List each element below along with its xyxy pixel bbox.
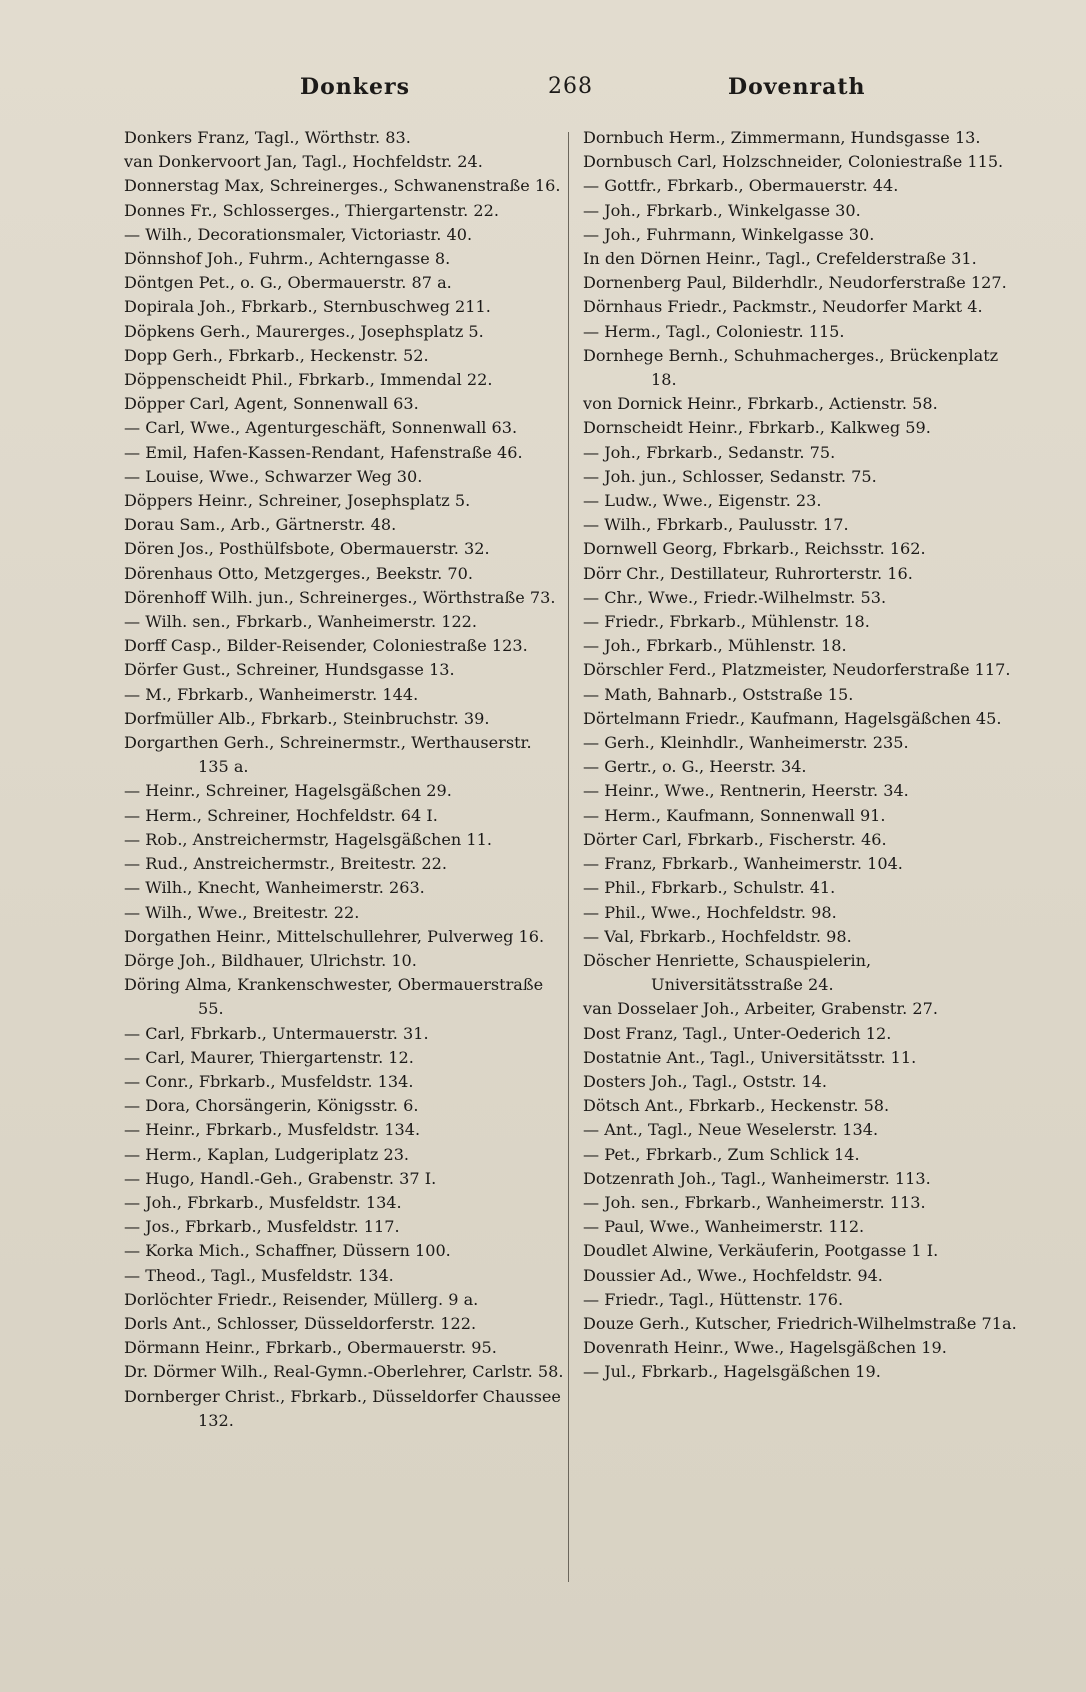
directory-entry: — Louise, Wwe., Schwarzer Weg 30. — [124, 466, 423, 486]
directory-entry: — Rob., Anstreichermstr, Hagelsgäßchen 11. — [124, 829, 492, 849]
directory-entry: — Wilh., Knecht, Wanheimerstr. 263. — [124, 878, 425, 898]
directory-entry: Döntgen Pet., o. G., Obermauerstr. 87 a. — [124, 273, 452, 293]
directory-entry: Dotzenrath Joh., Tagl., Wanheimerstr. 113. — [583, 1168, 931, 1188]
directory-entry: — Wilh., Decorationsmaler, Victoriastr. 40. — [124, 224, 473, 244]
directory-entry: — Gottfr., Fbrkarb., Obermauerstr. 44. — [583, 176, 899, 196]
directory-entry: Dornwell Georg, Fbrkarb., Reichsstr. 162. — [583, 539, 926, 559]
directory-entry: Dorlöchter Friedr., Reisender, Müllerg. 9 a. — [124, 1289, 479, 1309]
directory-entry: Döpkens Gerh., Maurerges., Josephsplatz 5. — [124, 321, 484, 341]
directory-entry: Dötsch Ant., Fbrkarb., Heckenstr. 58. — [583, 1096, 890, 1116]
directory-entry: — Heinr., Fbrkarb., Musfeldstr. 134. — [124, 1120, 421, 1140]
directory-entry: In den Dörnen Heinr., Tagl., Crefelderstraße 31. — [583, 249, 977, 269]
directory-entry: — Ludw., Wwe., Eigenstr. 23. — [583, 491, 822, 511]
directory-entry: Doussier Ad., Wwe., Hochfeldstr. 94. — [583, 1265, 883, 1285]
page-number: 268 — [548, 74, 593, 99]
directory-entry: — Gerh., Kleinhdlr., Wanheimerstr. 235. — [583, 733, 909, 753]
directory-entry: — Jul., Fbrkarb., Hagelsgäßchen 19. — [583, 1362, 881, 1382]
directory-entry: — Math, Bahnarb., Oststraße 15. — [583, 684, 854, 704]
directory-entry: — Wilh., Fbrkarb., Paulusstr. 17. — [583, 515, 849, 535]
directory-entry: — Phil., Fbrkarb., Schulstr. 41. — [583, 878, 836, 898]
directory-entry: Dörr Chr., Destillateur, Ruhrorterstr. 16. — [583, 563, 913, 583]
directory-entry: — Joh., Fbrkarb., Musfeldstr. 134. — [124, 1192, 402, 1212]
directory-entry: Dornhege Bernh., Schuhmacherges., Brückenplatz 18. — [583, 345, 999, 390]
directory-entry: — Joh. sen., Fbrkarb., Wanheimerstr. 113. — [583, 1192, 926, 1212]
directory-entry: Dörge Joh., Bildhauer, Ulrichstr. 10. — [124, 950, 417, 970]
header-left-keyword: Donkers — [300, 74, 410, 100]
directory-entry: Döppenscheidt Phil., Fbrkarb., Immendal 22. — [124, 370, 493, 390]
directory-entry: Dörenhoff Wilh. jun., Schreinerges., Wörthstraße 73. — [124, 587, 556, 607]
directory-entry: — Emil, Hafen-Kassen-Rendant, Hafenstraße 46. — [124, 442, 523, 462]
directory-entry: Dornbusch Carl, Holzschneider, Coloniestraße 115. — [583, 152, 1004, 172]
directory-entry: — Conr., Fbrkarb., Musfeldstr. 134. — [124, 1071, 414, 1091]
directory-entry: — Theod., Tagl., Musfeldstr. 134. — [124, 1265, 394, 1285]
directory-entry: — Friedr., Tagl., Hüttenstr. 176. — [583, 1289, 844, 1309]
directory-entry: Dopp Gerh., Fbrkarb., Heckenstr. 52. — [124, 345, 429, 365]
directory-entry: Dornbuch Herm., Zimmermann, Hundsgasse 13. — [583, 128, 981, 147]
directory-entry: Dopirala Joh., Fbrkarb., Sternbuschweg 211. — [124, 297, 491, 317]
left-column — [124, 126, 564, 1433]
directory-entry: Dr. Dörmer Wilh., Real-Gymn.-Oberlehrer, Carlstr. 58. — [124, 1362, 564, 1382]
directory-entry: Dörschler Ferd., Platzmeister, Neudorferstraße 117. — [583, 660, 1011, 680]
directory-entry: Döpper Carl, Agent, Sonnenwall 63. — [124, 394, 419, 414]
directory-entry: Döscher Henriette, Schauspielerin, Universitätsstraße 24. — [583, 950, 872, 995]
directory-entry: van Dosselaer Joh., Arbeiter, Grabenstr. 27. — [583, 999, 938, 1019]
directory-entry: Dornscheidt Heinr., Fbrkarb., Kalkweg 59. — [583, 418, 931, 438]
directory-entry: Dörfer Gust., Schreiner, Hundsgasse 13. — [124, 660, 455, 680]
page-header — [0, 74, 1086, 114]
directory-entry: — Franz, Fbrkarb., Wanheimerstr. 104. — [583, 854, 903, 874]
directory-entry: — Phil., Wwe., Hochfeldstr. 98. — [583, 902, 837, 922]
directory-entry: — Herm., Kaufmann, Sonnenwall 91. — [583, 805, 886, 825]
directory-entry: — Jos., Fbrkarb., Musfeldstr. 117. — [124, 1217, 400, 1237]
directory-entry: — Carl, Wwe., Agenturgeschäft, Sonnenwall 63. — [124, 418, 518, 438]
directory-entry: Donnes Fr., Schlosserges., Thiergartenstr. 22. — [124, 200, 499, 220]
directory-entry: — Joh., Fuhrmann, Winkelgasse 30. — [583, 224, 875, 244]
directory-entry: Douze Gerh., Kutscher, Friedrich-Wilhelmstraße 71a. — [583, 1313, 1017, 1333]
directory-entry: — Joh. jun., Schlosser, Sedanstr. 75. — [583, 466, 877, 486]
directory-entry: Dorau Sam., Arb., Gärtnerstr. 48. — [124, 515, 397, 535]
directory-entry: — Paul, Wwe., Wanheimerstr. 112. — [583, 1217, 865, 1237]
directory-entry: — Wilh. sen., Fbrkarb., Wanheimerstr. 122. — [124, 612, 478, 632]
directory-entry: Döppers Heinr., Schreiner, Josephsplatz 5. — [124, 491, 471, 511]
directory-entry: — Herm., Tagl., Coloniestr. 115. — [583, 321, 845, 341]
directory-entry: — Chr., Wwe., Friedr.-Wilhelmstr. 53. — [583, 587, 887, 607]
directory-entry: — Carl, Maurer, Thiergartenstr. 12. — [124, 1047, 414, 1067]
directory-entry: Döring Alma, Krankenschwester, Obermauerstraße 55. — [124, 975, 544, 1019]
directory-entry: Dörtelmann Friedr., Kaufmann, Hagelsgäßchen 45. — [583, 708, 1002, 728]
directory-entry: Dorff Casp., Bilder-Reisender, Coloniestraße 123. — [124, 636, 528, 656]
directory-entry: Dörnhaus Friedr., Packmstr., Neudorfer Markt 4. — [583, 297, 983, 317]
directory-entry: — Herm., Schreiner, Hochfeldstr. 64 I. — [124, 805, 438, 825]
directory-entry: — Gertr., o. G., Heerstr. 34. — [583, 757, 807, 777]
directory-entry: — Dora, Chorsängerin, Königsstr. 6. — [124, 1096, 419, 1116]
directory-entry: Doudlet Alwine, Verkäuferin, Pootgasse 1 I. — [583, 1241, 939, 1261]
directory-entry: Dost Franz, Tagl., Unter-Oederich 12. — [583, 1023, 892, 1043]
directory-entry: — M., Fbrkarb., Wanheimerstr. 144. — [124, 684, 419, 704]
directory-entry: — Heinr., Wwe., Rentnerin, Heerstr. 34. — [583, 781, 909, 801]
directory-entry: Dörter Carl, Fbrkarb., Fischerstr. 46. — [583, 829, 887, 849]
directory-entry: — Val, Fbrkarb., Hochfeldstr. 98. — [583, 926, 852, 946]
directory-entry: von Dornick Heinr., Fbrkarb., Actienstr. 58. — [583, 394, 938, 414]
directory-entry: — Hugo, Handl.-Geh., Grabenstr. 37 I. — [124, 1168, 437, 1188]
directory-entry: Donnerstag Max, Schreinerges., Schwanenstraße 16. — [124, 176, 561, 196]
directory-entry: — Heinr., Schreiner, Hagelsgäßchen 29. — [124, 781, 452, 801]
directory-entry: Donkers Franz, Tagl., Wörthstr. 83. — [124, 128, 411, 147]
directory-entry: Dostatnie Ant., Tagl., Universitätsstr. 11. — [583, 1047, 917, 1067]
directory-entry: — Herm., Kaplan, Ludgeriplatz 23. — [124, 1144, 410, 1164]
right-column — [583, 126, 1023, 1385]
directory-entry: Dorls Ant., Schlosser, Düsseldorferstr. 122. — [124, 1313, 477, 1333]
header-right-keyword: Dovenrath — [728, 74, 866, 100]
directory-entry: — Ant., Tagl., Neue Weselerstr. 134. — [583, 1120, 879, 1140]
directory-entry: — Wilh., Wwe., Breitestr. 22. — [124, 902, 360, 922]
directory-entry: — Rud., Anstreichermstr., Breitestr. 22. — [124, 854, 447, 874]
directory-entry: Dönnshof Joh., Fuhrm., Achterngasse 8. — [124, 249, 451, 269]
directory-entry: Dörenhaus Otto, Metzgerges., Beekstr. 70. — [124, 563, 473, 583]
directory-entry: — Korka Mich., Schaffner, Düssern 100. — [124, 1241, 451, 1261]
directory-entry: — Joh., Fbrkarb., Mühlenstr. 18. — [583, 636, 847, 656]
directory-entry: Dornenberg Paul, Bilderhdlr., Neudorferstraße 127. — [583, 273, 1007, 293]
column-divider — [568, 132, 569, 1582]
directory-entry: Dorfmüller Alb., Fbrkarb., Steinbruchstr. 39. — [124, 708, 490, 728]
directory-entry: Dören Jos., Posthülfsbote, Obermauerstr. 32. — [124, 539, 490, 559]
directory-entry: Dorgarthen Gerh., Schreinermstr., Werthauserstr. 135 a. — [124, 733, 532, 777]
directory-entry: — Joh., Fbrkarb., Sedanstr. 75. — [583, 442, 836, 462]
directory-entry: — Carl, Fbrkarb., Untermauerstr. 31. — [124, 1023, 429, 1043]
directory-entry: Dornberger Christ., Fbrkarb., Düsseldorfer Chaussee 132. — [124, 1386, 561, 1430]
directory-entry: — Friedr., Fbrkarb., Mühlenstr. 18. — [583, 612, 870, 632]
directory-entry: — Pet., Fbrkarb., Zum Schlick 14. — [583, 1144, 860, 1164]
directory-entry: Dörmann Heinr., Fbrkarb., Obermauerstr. 95. — [124, 1338, 497, 1358]
directory-entry: Dorgathen Heinr., Mittelschullehrer, Pulverweg 16. — [124, 926, 545, 946]
directory-entry: van Donkervoort Jan, Tagl., Hochfeldstr. 24. — [124, 152, 483, 172]
directory-entry: — Joh., Fbrkarb., Winkelgasse 30. — [583, 200, 861, 220]
directory-entry: Dosters Joh., Tagl., Oststr. 14. — [583, 1071, 828, 1091]
directory-entry: Dovenrath Heinr., Wwe., Hagelsgäßchen 19. — [583, 1338, 947, 1358]
